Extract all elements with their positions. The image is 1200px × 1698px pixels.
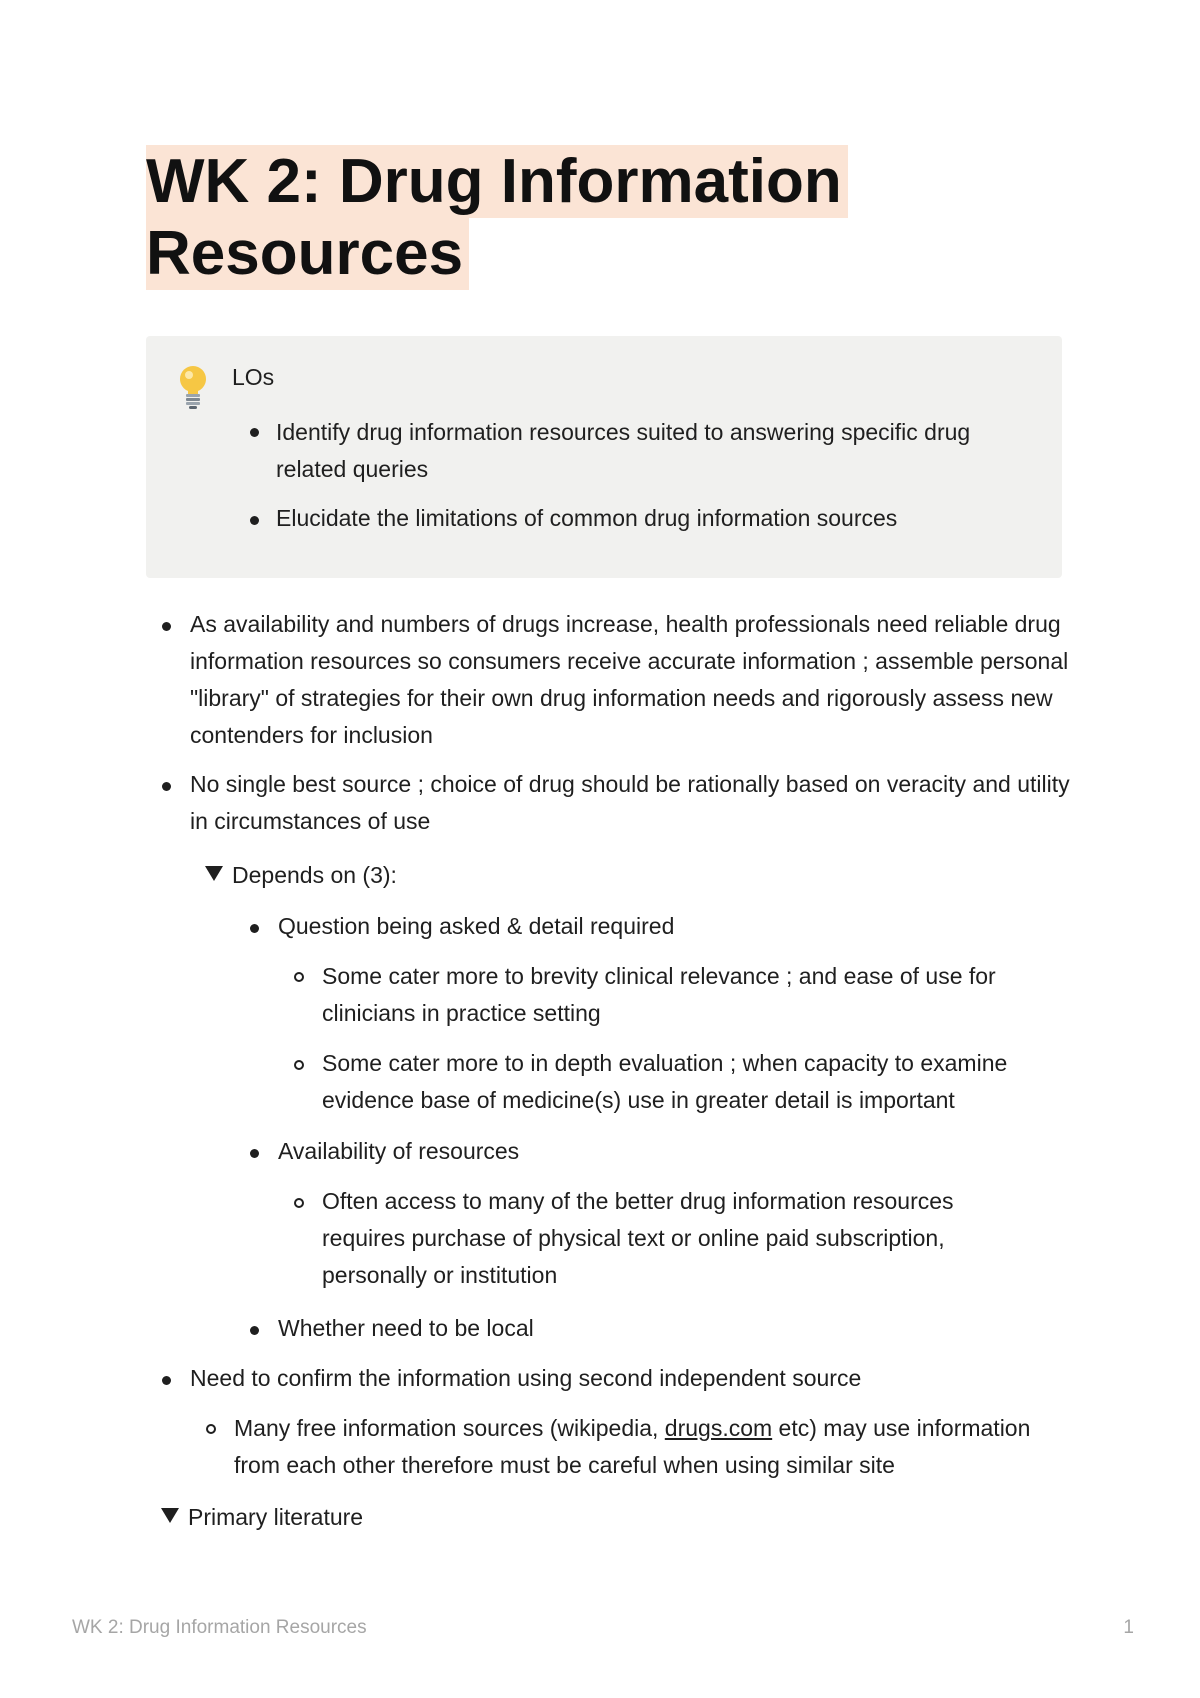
list-item-text: Many free information sources (wikipedia, (234, 1415, 665, 1441)
page-title-line-1: WK 2: Drug Information (146, 145, 848, 218)
list-item: No single best source ; choice of drug should be rationally based on veracity and utility in circumstances of use (190, 771, 1070, 834)
learning-objectives-callout (146, 336, 1062, 578)
toggle-arrow-icon[interactable] (205, 866, 223, 881)
footer-title: WK 2: Drug Information Resources (72, 1617, 367, 1638)
page-number: 1 (1123, 1617, 1134, 1638)
toggle-arrow-icon[interactable] (161, 1508, 179, 1523)
bullet-ring-icon (294, 1060, 304, 1070)
bullet-ring-icon (206, 1424, 216, 1434)
list-item: Need to confirm the information using second independent source (190, 1365, 862, 1391)
callout-title: LOs (232, 364, 275, 390)
list-item: Whether need to be local (278, 1315, 534, 1341)
list-item: As availability and numbers of drugs increase, health professionals need reliable drug information resources so consumers receive accurate information ; assemble personal "library" of strategies for their own drug information needs and rigorously assess new contenders for inclusion (190, 611, 1069, 748)
drugs-com-link[interactable]: drugs.com (664, 1415, 773, 1441)
bullet-icon (250, 1149, 259, 1158)
bullet-icon (162, 622, 171, 631)
bullet-icon (250, 428, 259, 437)
bullet-icon (162, 782, 171, 791)
bullet-icon (250, 924, 259, 933)
page-title (146, 146, 906, 290)
bullet-ring-icon (294, 972, 304, 982)
page-title-line-2: Resources (146, 217, 469, 290)
toggle-depends-on[interactable]: Depends on (3): (232, 862, 397, 888)
bullet-icon (250, 516, 259, 525)
callout-item-2: Elucidate the limitations of common drug information sources (276, 505, 898, 531)
list-item: Question being asked & detail required (278, 913, 675, 939)
list-item-with-link (234, 1410, 1074, 1484)
callout-item-1: Identify drug information resources suited to answering specific drug related queries (276, 419, 971, 482)
list-item: Often access to many of the better drug information resources requires purchase of physical text or online paid subscription, personally or institution (322, 1188, 954, 1288)
toggle-primary-literature[interactable]: Primary literature (188, 1504, 364, 1530)
list-item: Availability of resources (278, 1138, 520, 1164)
bullet-ring-icon (294, 1198, 304, 1208)
lightbulb-icon (176, 364, 210, 410)
list-item: Some cater more to brevity clinical relevance ; and ease of use for clinicians in practice setting (322, 963, 996, 1026)
bullet-icon (250, 1326, 259, 1335)
bullet-icon (162, 1376, 171, 1385)
list-item: Some cater more to in depth evaluation ; when capacity to examine evidence base of medicine(s) use in greater detail is important (322, 1050, 1008, 1113)
list-item-text: etc) may use information from each other therefore must be careful when using similar site (234, 1415, 1031, 1478)
